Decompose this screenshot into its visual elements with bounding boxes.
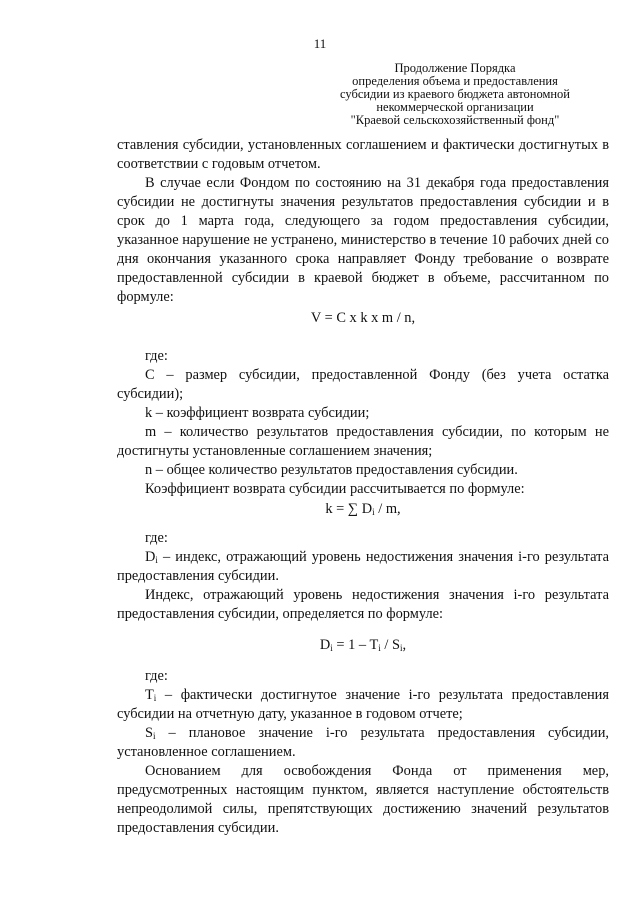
- paragraph-return-requirement: В случае если Фондом по состоянию на 31 декабря года предоставления субсидии не достигнуты значения результатов предоставления субсидии и в срок до 1 марта года, следующего за годом предоставления субсидии, указанное нарушение не устранено, министерство в течение 10 рабочих дней со дня окончания указанного срока направляет Фонду требование о возврате предоставленной субсидии в краевой бюджет в объеме, рассчитанном по формуле:: [117, 175, 609, 305]
- page-number: 11: [313, 36, 327, 51]
- formula-text: / S: [380, 637, 400, 653]
- definition-ti: [117, 686, 609, 724]
- header-line: Продолжение Порядка: [394, 61, 516, 75]
- definition-text: – фактически достигнутое значение i-го результата предоставления субсидии на отчетную дату, указанное в годовом отчете;: [117, 687, 609, 722]
- force-majeure-paragraph: Основанием для освобождения Фонда от применения мер, предусмотренных настоящим пунктом, является наступление обстоятельств непреодолимой силы, препятствующих достижению значений результатов предоставления субсидии.: [117, 763, 609, 836]
- where-label: где:: [145, 530, 168, 546]
- symbol: D: [145, 549, 156, 565]
- text-block-2: [117, 347, 609, 499]
- definition-si: [117, 724, 609, 762]
- continuation-header: [330, 62, 580, 127]
- subscript: i: [399, 643, 403, 653]
- symbol: S: [145, 725, 154, 741]
- definition-c: C – размер субсидии, предоставленной Фонду (без учета остатка субсидии);: [117, 367, 609, 402]
- index-intro: Индекс, отражающий уровень недостижения значения i-го результата предоставления субсидии, определяется по формуле:: [117, 587, 609, 622]
- definition-di: [117, 548, 609, 586]
- formula-text: D: [319, 637, 331, 653]
- subscript: i: [372, 507, 375, 517]
- text-block-4: [117, 667, 609, 838]
- subscript: i: [155, 555, 158, 565]
- where-label: где:: [145, 348, 168, 364]
- text-block-3: [117, 529, 609, 624]
- subscript: i: [378, 643, 381, 653]
- formula-text: k = ∑ D: [325, 501, 373, 517]
- paragraph-continuation: ставления субсидии, установленных соглашением и фактически достигнутых в соответствии с годовым отчетом.: [117, 137, 609, 172]
- definition-text: – индекс, отражающий уровень недостижения значения i-го результата предоставления субсидии.: [117, 549, 609, 584]
- formula-coefficient: [117, 500, 609, 519]
- formula-text: ,: [402, 637, 407, 653]
- definition-k: k – коэффициент возврата субсидии;: [145, 405, 370, 421]
- formula-volume: V = C x k x m / n,: [310, 310, 416, 326]
- coefficient-intro: Коэффициент возврата субсидии рассчитывается по формуле:: [145, 481, 525, 497]
- formula-text: = 1 – T: [332, 637, 379, 653]
- where-label: где:: [145, 668, 168, 684]
- definition-m: m – количество результатов предоставления субсидии, по которым не достигнуты установленные соглашением значения;: [117, 424, 609, 459]
- formula-text: / m,: [374, 501, 401, 517]
- subscript: i: [330, 643, 333, 653]
- definition-n: n – общее количество результатов предоставления субсидии.: [145, 462, 518, 478]
- header-line: "Краевой сельскохозяйственный фонд": [350, 113, 560, 127]
- formula-index: [117, 636, 609, 655]
- definition-text: – плановое значение i-го результата предоставления субсидии, установленное соглашением.: [117, 725, 609, 760]
- header-line: определения объема и предоставления: [352, 74, 558, 88]
- header-line: субсидии из краевого бюджета автономной: [339, 87, 571, 101]
- subscript: i: [153, 731, 156, 741]
- subscript: i: [153, 693, 157, 703]
- symbol: T: [145, 687, 154, 703]
- header-line: некоммерческой организации: [376, 100, 534, 114]
- text-block-1: [117, 136, 609, 307]
